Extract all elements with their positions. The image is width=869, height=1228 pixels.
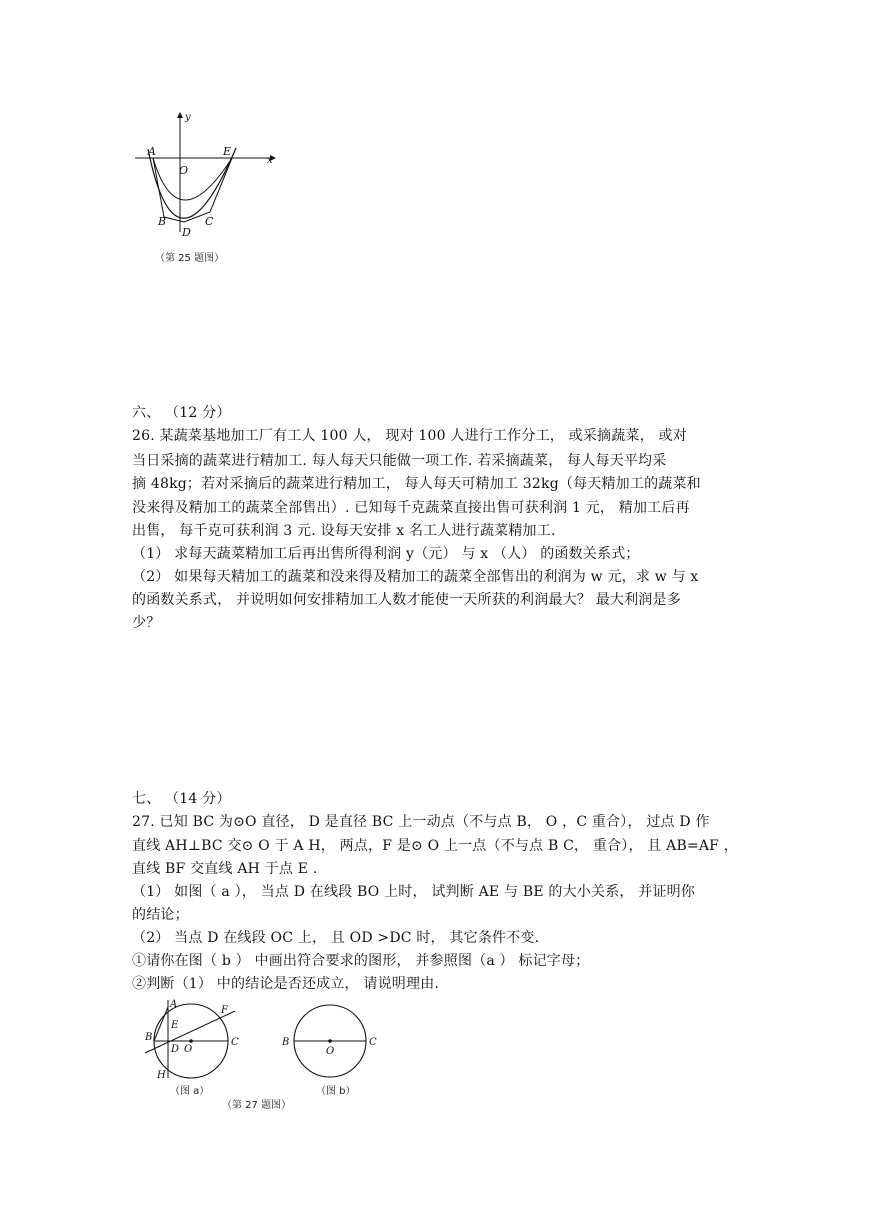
q26-sub-1: （1） 求每天蔬菜精加工后再出售所得利润 y（元） 与 x （人） 的函数关系式；: [132, 546, 640, 562]
figure-27-caption: （第 27 题图）: [222, 1100, 292, 1111]
label-b: B: [145, 1032, 153, 1043]
q27-line-3: 直线 BF 交直线 AH 于点 E .: [132, 861, 318, 877]
q26-line-5: 出售， 每千克可获利润 3 元. 设每天安排 x 名工人进行蔬菜精加工.: [132, 523, 556, 539]
figure-27b: [278, 998, 388, 1084]
label-o: O: [326, 1046, 335, 1057]
parabola: [148, 148, 236, 218]
q27-line-1: 27. 已知 BC 为⊙O 直径， D 是直径 BC 上一动点（不与点 B， O ，C 重合）， 过点 D 作: [132, 814, 710, 830]
figure-27a-diagram: [135, 998, 250, 1084]
q26-sub-2-line-3: 少？: [132, 615, 161, 631]
label-b: B: [282, 1037, 290, 1048]
label-o: O: [184, 1044, 193, 1055]
q27-header: 七、 （14 分）: [132, 791, 231, 807]
label-x: x: [267, 155, 273, 166]
q27-line-2: 直线 AH⊥BC 交⊙ O 于 A H， 两点，F 是⊙ O 上一点（不与点 B C， 重合）， 且 AB=AF ，: [132, 838, 738, 854]
label-c: C: [369, 1037, 377, 1048]
label-c: C: [231, 1037, 239, 1048]
q27-item-2: ②判断（1） 中的结论是否还成立， 请说明理由.: [132, 976, 440, 992]
q26-sub-2-line-2: 的函数关系式， 并说明如何安排精加工人数才能使一天所获的利润最大？ 最大利润是多: [132, 592, 681, 608]
figure-25-diagram: [130, 110, 280, 240]
q26-line-4: 没来得及精加工的蔬菜全部售出）. 已知每千克蔬菜直接出售可获利润 1 元， 精加工后再: [132, 500, 690, 516]
label-y: y: [185, 112, 191, 123]
label-f: F: [221, 1005, 228, 1016]
q27-sub-1-line-1: （1） 如图（ a ）， 当点 D 在线段 BO 上时， 试判断 AE 与 BE 的大小关系， 并证明你: [132, 884, 696, 900]
label-h: H: [157, 1070, 166, 1081]
label-e: E: [171, 1020, 179, 1031]
polygon-abdce: [153, 158, 232, 222]
label-a: A: [148, 145, 156, 158]
q26-header: 六、 （12 分）: [132, 405, 231, 421]
figure-27a: [135, 998, 250, 1084]
q27-item-1: ①请你在图（ b ） 中画出符合要求的图形， 并参照图（a ） 标记字母；: [132, 953, 590, 969]
q26-line-3: 摘 48kg；若对采摘后的蔬菜进行精加工， 每人每天可精加工 32kg（每天精加工的蔬菜和: [132, 476, 701, 492]
label-o: O: [179, 164, 189, 177]
inner-curve: [153, 158, 232, 200]
center-o-dot: [189, 1039, 193, 1043]
q27-sub-1-line-2: 的结论；: [132, 907, 189, 923]
figure-27b-diagram: [278, 998, 388, 1084]
label-b: B: [158, 215, 167, 228]
label-d: D: [182, 226, 191, 239]
label-d: D: [171, 1044, 180, 1055]
figure-27a-caption: （图 a）: [170, 1086, 210, 1097]
figure-27b-caption: （图 b）: [316, 1086, 356, 1097]
segment-ab: [154, 1007, 168, 1041]
q27-sub-2: （2） 当点 D 在线段 OC 上， 且 OD >DC 时， 其它条件不变.: [132, 930, 540, 946]
q26-sub-2-line-1: （2） 如果每天精加工的蔬菜和没来得及精加工的蔬菜全部售出的利润为 w 元，求 w 与 x: [132, 569, 699, 585]
center-o-dot: [328, 1039, 332, 1043]
label-a: A: [170, 999, 178, 1010]
label-e: E: [223, 145, 232, 158]
q26-line-1: 26. 某蔬菜基地加工厂有工人 100 人， 现对 100 人进行工作分工， 或采摘蔬菜， 或对: [132, 428, 687, 444]
y-axis-arrow: [177, 112, 183, 118]
figure-25: [130, 110, 280, 240]
q26-line-2: 当日采摘的蔬菜进行精加工. 每人每天只能做一项工作. 若采摘蔬菜， 每人每天平均采: [132, 453, 667, 469]
figure-25-caption: （第 25 题图）: [155, 253, 225, 264]
label-c: C: [205, 215, 214, 228]
